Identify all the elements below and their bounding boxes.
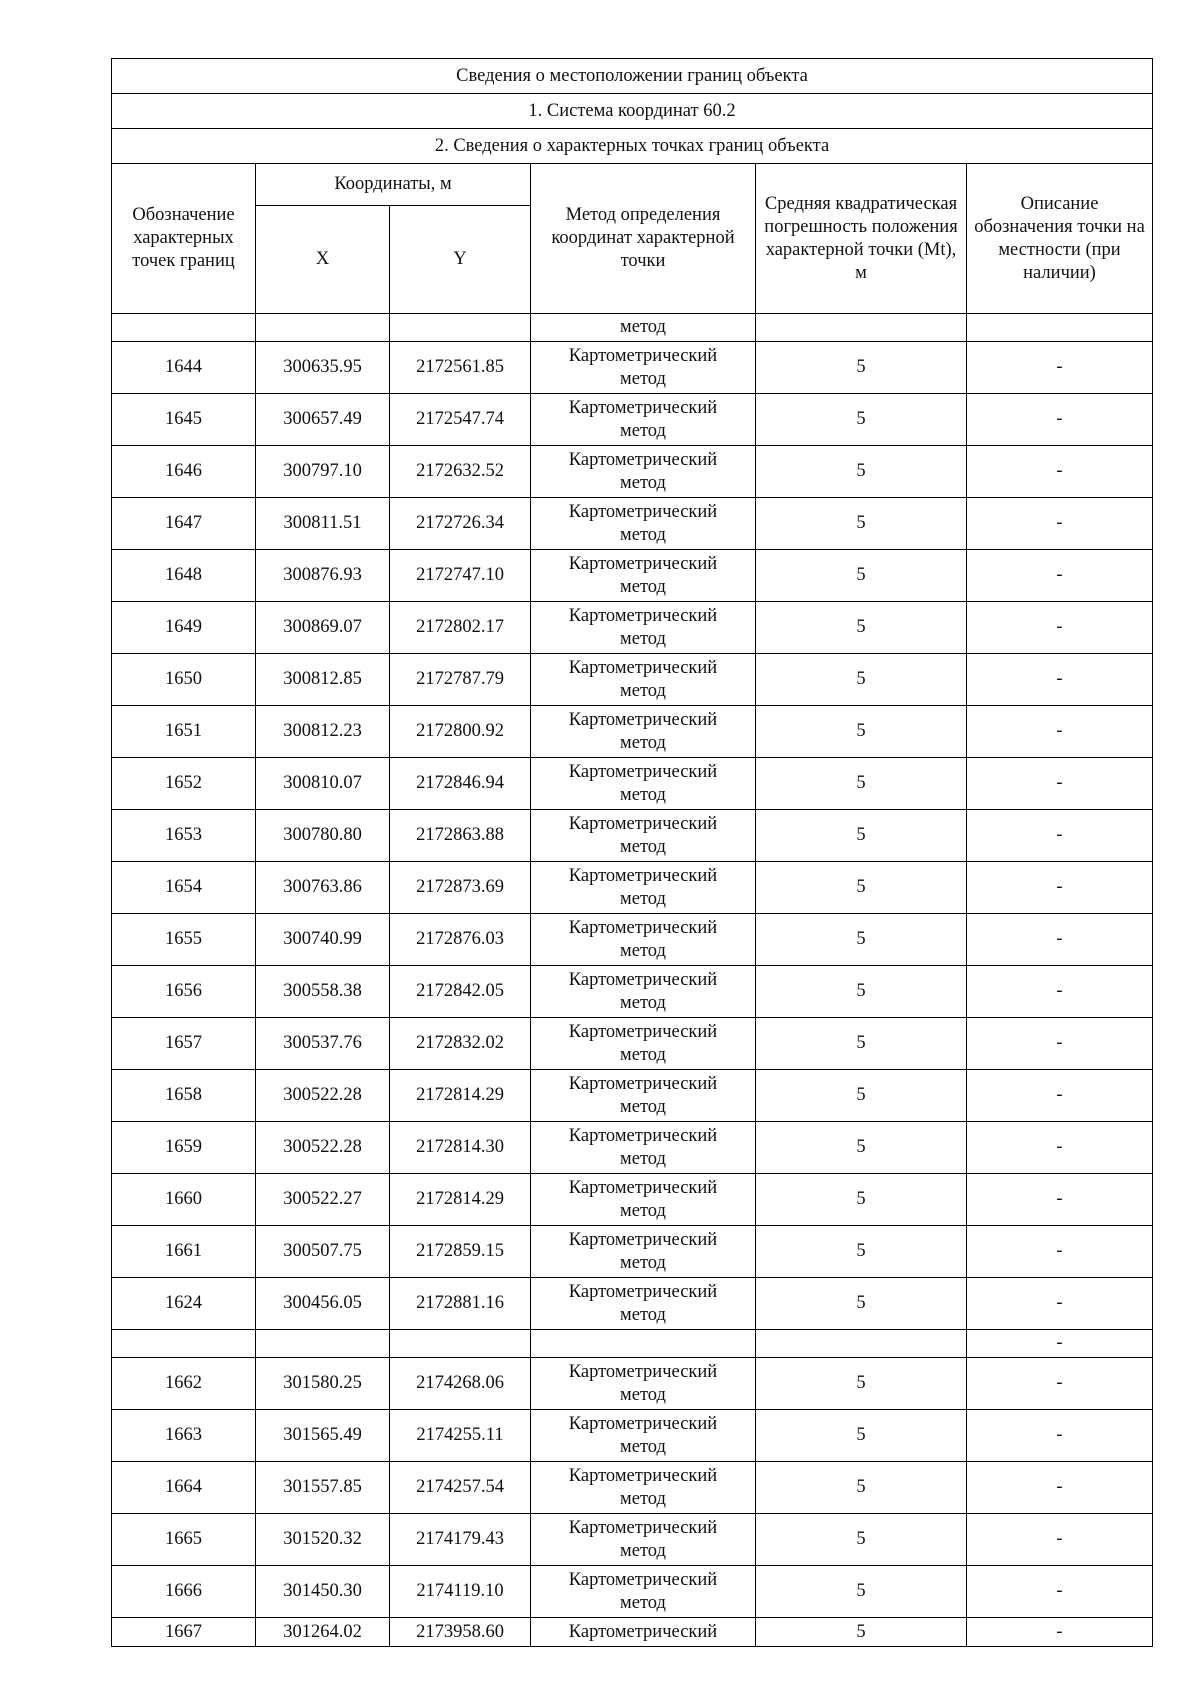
method-line-1: Картометрический	[568, 1125, 718, 1146]
section-title-row	[112, 129, 1153, 164]
cell-x: 300522.28	[256, 1070, 390, 1122]
cell-x: 300810.07	[256, 758, 390, 810]
cell-point: 1660	[112, 1174, 256, 1226]
cell-y: 2174255.11	[390, 1410, 531, 1462]
cell-description: -	[967, 758, 1153, 810]
cell-method	[531, 602, 756, 654]
cell-method	[531, 1122, 756, 1174]
method-line-1: Картометрический	[568, 969, 718, 990]
cell-x: 300812.85	[256, 654, 390, 706]
table-row	[112, 1174, 1153, 1226]
cell-x: 301450.30	[256, 1566, 390, 1618]
cell-y: 2172832.02	[390, 1018, 531, 1070]
method-line-1: Картометрический	[568, 397, 718, 418]
method-line-1: Картометрический	[568, 553, 718, 574]
cell-method	[531, 706, 756, 758]
cell-point: 1650	[112, 654, 256, 706]
cell-y: 2173958.60	[390, 1618, 531, 1647]
cell-x: 300507.75	[256, 1226, 390, 1278]
cell-description: -	[967, 914, 1153, 966]
header-method: Метод определения координат характерной точки	[531, 164, 756, 314]
cell-y: 2174179.43	[390, 1514, 531, 1566]
cell-point: 1653	[112, 810, 256, 862]
cell-point: 1649	[112, 602, 256, 654]
cell-x: 300876.93	[256, 550, 390, 602]
method-line-2: метод	[620, 888, 666, 909]
method-line-1: Картометрический	[568, 449, 718, 470]
cell-description: -	[967, 1514, 1153, 1566]
table-row	[112, 810, 1153, 862]
cell-description: -	[967, 1174, 1153, 1226]
cell-error: 5	[756, 1514, 967, 1566]
header-description: Описание обозначения точки на местности (при наличии)	[967, 164, 1153, 314]
method-line-2: метод	[620, 680, 666, 701]
cell-y: 2172561.85	[390, 342, 531, 394]
table-row	[112, 498, 1153, 550]
table-row	[112, 550, 1153, 602]
cell-method	[531, 446, 756, 498]
table-row	[112, 1226, 1153, 1278]
method-line-1: Картометрический	[568, 1413, 718, 1434]
cell-x: 301264.02	[256, 1618, 390, 1647]
cell-x: 300869.07	[256, 602, 390, 654]
cell-point: 1661	[112, 1226, 256, 1278]
cell-y: 2174268.06	[390, 1358, 531, 1410]
cell-x: 301565.49	[256, 1410, 390, 1462]
table-row	[112, 1070, 1153, 1122]
cell-point: 1647	[112, 498, 256, 550]
table-row	[112, 1462, 1153, 1514]
cell-error: 5	[756, 1070, 967, 1122]
cell-method	[531, 1410, 756, 1462]
method-line-2: метод	[620, 1436, 666, 1457]
method-line-2: метод	[620, 940, 666, 961]
cell-error: 5	[756, 602, 967, 654]
method-line-1: Картометрический	[568, 657, 718, 678]
method-line-1: Картометрический	[568, 1021, 718, 1042]
method-line-1: Картометрический	[568, 1281, 718, 1302]
cell-point	[112, 1330, 256, 1358]
cell-error: 5	[756, 394, 967, 446]
cell-description: -	[967, 1566, 1153, 1618]
table-row	[112, 394, 1153, 446]
cell-x: 300456.05	[256, 1278, 390, 1330]
table-row	[112, 654, 1153, 706]
cell-description: -	[967, 1358, 1153, 1410]
cell-error: 5	[756, 1410, 967, 1462]
method-line-1: Картометрический	[568, 813, 718, 834]
method-line-1: Картометрический	[568, 345, 718, 366]
boundary-points-table	[111, 58, 1153, 1647]
cell-error: 5	[756, 1018, 967, 1070]
cell-point: 1662	[112, 1358, 256, 1410]
cell-point: 1651	[112, 706, 256, 758]
method-line-1: Картометрический	[568, 761, 718, 782]
cell-method	[531, 1018, 756, 1070]
method-line-1: Картометрический	[568, 865, 718, 886]
header-point: Обозначение характерных точек границ	[112, 164, 256, 314]
cell-y: 2174119.10	[390, 1566, 531, 1618]
cell-y: 2172726.34	[390, 498, 531, 550]
method-line-2: метод	[620, 368, 666, 389]
cell-point: 1658	[112, 1070, 256, 1122]
cell-description: -	[967, 1018, 1153, 1070]
cell-method	[531, 1174, 756, 1226]
cell-method	[531, 1514, 756, 1566]
cell-description: -	[967, 1618, 1153, 1647]
method-line-2: метод	[620, 1148, 666, 1169]
cell-y: 2174257.54	[390, 1462, 531, 1514]
method-line-2: метод	[620, 576, 666, 597]
table-row	[112, 1358, 1153, 1410]
cell-method	[531, 1070, 756, 1122]
cell-method	[531, 550, 756, 602]
cell-y: 2172814.30	[390, 1122, 531, 1174]
cell-x: 300522.28	[256, 1122, 390, 1174]
cell-method	[531, 966, 756, 1018]
cell-y: 2172881.16	[390, 1278, 531, 1330]
method-line-1: Картометрический	[568, 1177, 718, 1198]
cell-x: 300811.51	[256, 498, 390, 550]
coordinate-system-row	[112, 94, 1153, 129]
cell-point: 1654	[112, 862, 256, 914]
cell-y: 2172814.29	[390, 1070, 531, 1122]
cell-y: 2172800.92	[390, 706, 531, 758]
cell-description	[967, 314, 1153, 342]
cell-error: 5	[756, 550, 967, 602]
cell-point: 1648	[112, 550, 256, 602]
cell-description: -	[967, 446, 1153, 498]
table-row	[112, 1018, 1153, 1070]
method-line-2: метод	[620, 628, 666, 649]
cell-point: 1644	[112, 342, 256, 394]
method-line-1: Картометрический	[568, 1465, 718, 1486]
section-title: 2. Сведения о характерных точках границ объекта	[112, 129, 1153, 164]
header-y: Y	[390, 206, 531, 314]
cell-method: метод	[531, 314, 756, 342]
cell-error	[756, 314, 967, 342]
method-line-2: метод	[620, 420, 666, 441]
cell-error: 5	[756, 1278, 967, 1330]
cell-description: -	[967, 394, 1153, 446]
cell-error: 5	[756, 810, 967, 862]
cell-point: 1646	[112, 446, 256, 498]
cell-error: 5	[756, 1122, 967, 1174]
table-row	[112, 706, 1153, 758]
method-line-1: Картометрический	[568, 1073, 718, 1094]
cell-method	[531, 1330, 756, 1358]
cell-method	[531, 1278, 756, 1330]
cell-method	[531, 914, 756, 966]
table-row	[112, 966, 1153, 1018]
cell-description: -	[967, 862, 1153, 914]
cell-description: -	[967, 342, 1153, 394]
cell-error: 5	[756, 1358, 967, 1410]
cell-x: 300812.23	[256, 706, 390, 758]
method-line-1: Картометрический	[568, 709, 718, 730]
cell-description: -	[967, 602, 1153, 654]
cell-error: 5	[756, 1174, 967, 1226]
header-row-1	[112, 164, 1153, 206]
cell-y: 2172876.03	[390, 914, 531, 966]
method-line-2: метод	[620, 1488, 666, 1509]
cell-error: 5	[756, 758, 967, 810]
cell-x: 300780.80	[256, 810, 390, 862]
method-line-2: метод	[620, 1592, 666, 1613]
cell-description: -	[967, 1226, 1153, 1278]
header-error: Средняя квадратическая погрешность положения характерной точки (Mt), м	[756, 164, 967, 314]
cell-method	[531, 394, 756, 446]
cell-description: -	[967, 550, 1153, 602]
cell-description: -	[967, 706, 1153, 758]
coordinate-system: 1. Система координат 60.2	[112, 94, 1153, 129]
cell-point: 1666	[112, 1566, 256, 1618]
cell-description: -	[967, 1330, 1153, 1358]
cell-description: -	[967, 966, 1153, 1018]
cell-description: -	[967, 1070, 1153, 1122]
cell-y	[390, 314, 531, 342]
cell-method	[531, 1226, 756, 1278]
cell-description: -	[967, 1462, 1153, 1514]
method-line-2: метод	[620, 1200, 666, 1221]
cell-y: 2172846.94	[390, 758, 531, 810]
table-row	[112, 1278, 1153, 1330]
cell-x: 300558.38	[256, 966, 390, 1018]
cell-y: 2172814.29	[390, 1174, 531, 1226]
cell-x: 300522.27	[256, 1174, 390, 1226]
cell-method: Картометрический	[531, 1618, 756, 1647]
method-line-2: метод	[620, 524, 666, 545]
cell-x: 300797.10	[256, 446, 390, 498]
cell-method	[531, 758, 756, 810]
cell-error: 5	[756, 914, 967, 966]
cell-y: 2172632.52	[390, 446, 531, 498]
cell-x: 300763.86	[256, 862, 390, 914]
cell-error: 5	[756, 966, 967, 1018]
cell-y: 2172747.10	[390, 550, 531, 602]
table-row	[112, 1410, 1153, 1462]
header-x: X	[256, 206, 390, 314]
method-line-2: метод	[620, 836, 666, 857]
cell-error: 5	[756, 342, 967, 394]
cell-x: 300740.99	[256, 914, 390, 966]
cell-description: -	[967, 1278, 1153, 1330]
table-row	[112, 1566, 1153, 1618]
cell-method	[531, 1358, 756, 1410]
cell-description: -	[967, 654, 1153, 706]
method-line-1: Картометрический	[568, 1229, 718, 1250]
method-line-2: метод	[620, 1384, 666, 1405]
cell-x: 300635.95	[256, 342, 390, 394]
table-row	[112, 342, 1153, 394]
cell-method	[531, 654, 756, 706]
table-row	[112, 446, 1153, 498]
table-row-partial	[112, 314, 1153, 342]
method-line-2: метод	[620, 1540, 666, 1561]
cell-method	[531, 498, 756, 550]
cell-point: 1657	[112, 1018, 256, 1070]
cell-y: 2172802.17	[390, 602, 531, 654]
cell-description: -	[967, 1122, 1153, 1174]
cell-x: 300537.76	[256, 1018, 390, 1070]
method-line-2: метод	[620, 1044, 666, 1065]
method-line-2: метод	[620, 992, 666, 1013]
cell-error: 5	[756, 1226, 967, 1278]
method-line-2: метод	[620, 784, 666, 805]
title-row	[112, 59, 1153, 94]
cell-point: 1667	[112, 1618, 256, 1647]
method-line-1: Картометрический	[568, 1517, 718, 1538]
table-row	[112, 862, 1153, 914]
cell-x: 301557.85	[256, 1462, 390, 1514]
cell-x: 300657.49	[256, 394, 390, 446]
table-row	[112, 1618, 1153, 1647]
cell-y	[390, 1330, 531, 1358]
cell-error: 5	[756, 862, 967, 914]
cell-point	[112, 314, 256, 342]
table-title: Сведения о местоположении границ объекта	[112, 59, 1153, 94]
cell-y: 2172859.15	[390, 1226, 531, 1278]
cell-method	[531, 342, 756, 394]
cell-x	[256, 314, 390, 342]
cell-point: 1645	[112, 394, 256, 446]
cell-method	[531, 1566, 756, 1618]
method-line-2: метод	[620, 1096, 666, 1117]
method-line-2: метод	[620, 1304, 666, 1325]
cell-x	[256, 1330, 390, 1358]
table-row	[112, 602, 1153, 654]
method-line-1: Картометрический	[568, 917, 718, 938]
cell-method	[531, 862, 756, 914]
cell-y: 2172547.74	[390, 394, 531, 446]
cell-error: 5	[756, 1566, 967, 1618]
table-row	[112, 914, 1153, 966]
cell-point: 1664	[112, 1462, 256, 1514]
cell-point: 1656	[112, 966, 256, 1018]
cell-method	[531, 1462, 756, 1514]
cell-description: -	[967, 498, 1153, 550]
cell-y: 2172842.05	[390, 966, 531, 1018]
cell-y: 2172787.79	[390, 654, 531, 706]
cell-x: 301520.32	[256, 1514, 390, 1566]
cell-point: 1652	[112, 758, 256, 810]
cell-y: 2172873.69	[390, 862, 531, 914]
cell-error: 5	[756, 446, 967, 498]
header-coords: Координаты, м	[256, 164, 531, 206]
cell-point: 1665	[112, 1514, 256, 1566]
table-row	[112, 1514, 1153, 1566]
cell-point: 1624	[112, 1278, 256, 1330]
method-line-1: Картометрический	[568, 1361, 718, 1382]
table-row	[112, 758, 1153, 810]
table-row-separator	[112, 1330, 1153, 1358]
cell-point: 1663	[112, 1410, 256, 1462]
cell-y: 2172863.88	[390, 810, 531, 862]
cell-error	[756, 1330, 967, 1358]
cell-point: 1655	[112, 914, 256, 966]
method-line-1: Картометрический	[568, 501, 718, 522]
cell-description: -	[967, 810, 1153, 862]
method-line-2: метод	[620, 732, 666, 753]
cell-error: 5	[756, 1618, 967, 1647]
cell-point: 1659	[112, 1122, 256, 1174]
cell-error: 5	[756, 706, 967, 758]
cell-x: 301580.25	[256, 1358, 390, 1410]
method-line-2: метод	[620, 1252, 666, 1273]
cell-error: 5	[756, 1462, 967, 1514]
cell-error: 5	[756, 498, 967, 550]
table-row	[112, 1122, 1153, 1174]
method-line-1: Картометрический	[568, 605, 718, 626]
cell-error: 5	[756, 654, 967, 706]
cell-description: -	[967, 1410, 1153, 1462]
method-line-2: метод	[620, 472, 666, 493]
method-line-1: Картометрический	[568, 1569, 718, 1590]
cell-method	[531, 810, 756, 862]
